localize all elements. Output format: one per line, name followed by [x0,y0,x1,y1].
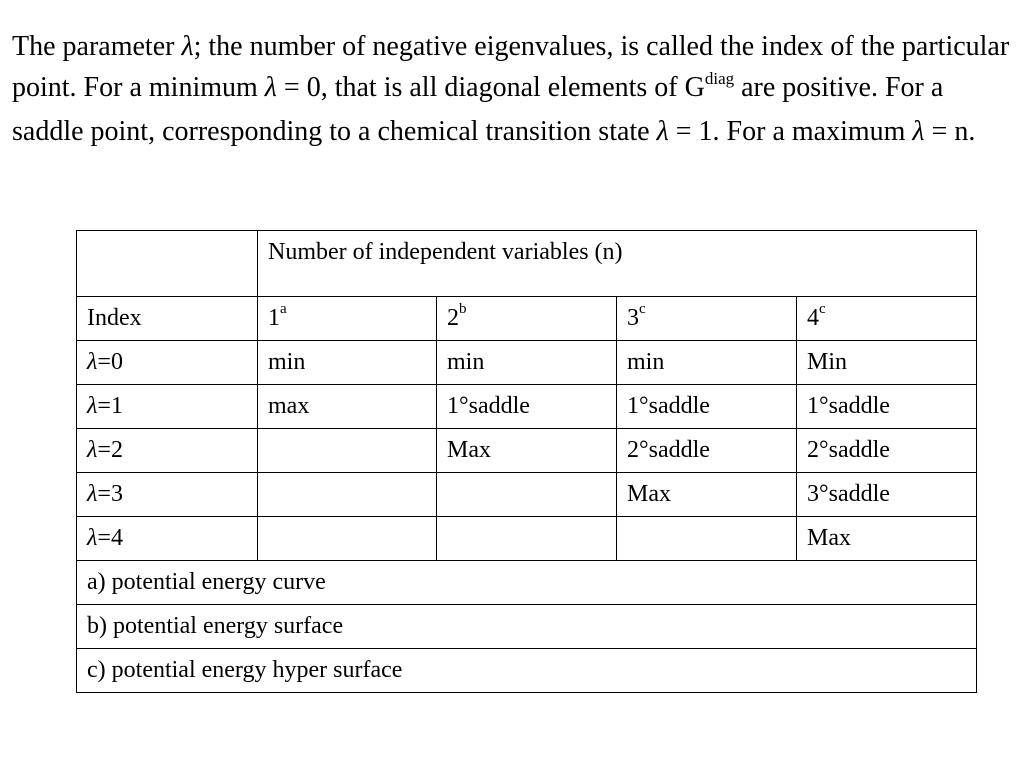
table-cell: 2°saddle [617,429,797,473]
lambda-row-label: λ=0 [77,341,258,385]
column-3-cell: 3$^c$ [617,297,797,341]
table-cell: Max [437,429,617,473]
table-cell: Min [797,341,977,385]
table-row [77,341,977,385]
footnote-b: b) potential energy surface [77,605,977,649]
column-1-cell: 1$^a$ [258,297,437,341]
table-cell: max [258,385,437,429]
table-cell: min [437,341,617,385]
table-row [77,429,977,473]
lambda-symbol: λ [87,437,98,463]
table-cell: 1°saddle [617,385,797,429]
table-cell [258,473,437,517]
table-row [77,473,977,517]
footnote-row [77,649,977,693]
footnote-c: c) potential energy hyper surface [77,649,977,693]
intro-text-5: = 1. For a maximum [668,116,913,147]
table-row [77,517,977,561]
lambda-row-label: λ=3 [77,473,258,517]
table-cell [617,517,797,561]
footnote-a: a) potential energy curve [77,561,977,605]
table-row [77,385,977,429]
table-cell: min [617,341,797,385]
footnote-row [77,561,977,605]
g-diag-superscript: diag [704,69,735,88]
header-empty-cell [77,231,258,297]
lambda-symbol: λ [264,72,277,103]
footnote-marker: c [639,301,646,317]
table-cell: 1°saddle [797,385,977,429]
table-cell: 3°saddle [797,473,977,517]
index-label-cell: Index [77,297,258,341]
lambda-row-label: λ=2 [77,429,258,473]
lambda-symbol: λ [181,31,194,62]
table-cell [258,429,437,473]
table-cell: Max [797,517,977,561]
table-header-row [77,231,977,297]
column-2-cell: 2$^b$ [437,297,617,341]
intro-text-3: = 0, that is all diagonal elements of G [276,72,705,103]
footnote-marker: b [459,301,467,317]
footnote-marker: c [819,301,826,317]
lambda-symbol: λ [87,481,98,507]
lambda-symbol: λ [656,116,669,147]
table-cell: 2°saddle [797,429,977,473]
intro-text-4: are positive. For a saddle point, corresponding to a chemical transition state [12,72,944,147]
table-cell [437,517,617,561]
table-cell: Max [617,473,797,517]
footnote-row [77,605,977,649]
header-variables-cell: Number of independent variables (n) [258,231,977,297]
lambda-row-label: λ=1 [77,385,258,429]
intro-text-6: = n. [924,116,976,147]
intro-text-2: ; the number of negative eigenvalues, is called the index of the particular point. For a minimum [12,31,1010,103]
lambda-row-label: λ=4 [77,517,258,561]
lambda-symbol: λ [87,525,98,551]
intro-text-1: The parameter [12,31,182,62]
table-cell: min [258,341,437,385]
lambda-symbol: λ [912,116,925,147]
index-table [76,230,977,693]
table-cell: 1°saddle [437,385,617,429]
intro-paragraph [12,26,1012,152]
footnote-marker: a [280,301,287,317]
lambda-symbol: λ [87,393,98,419]
table-cell [258,517,437,561]
column-4-cell: 4$^c$ [797,297,977,341]
index-row [77,297,977,341]
lambda-symbol: λ [87,349,98,375]
table-cell [437,473,617,517]
